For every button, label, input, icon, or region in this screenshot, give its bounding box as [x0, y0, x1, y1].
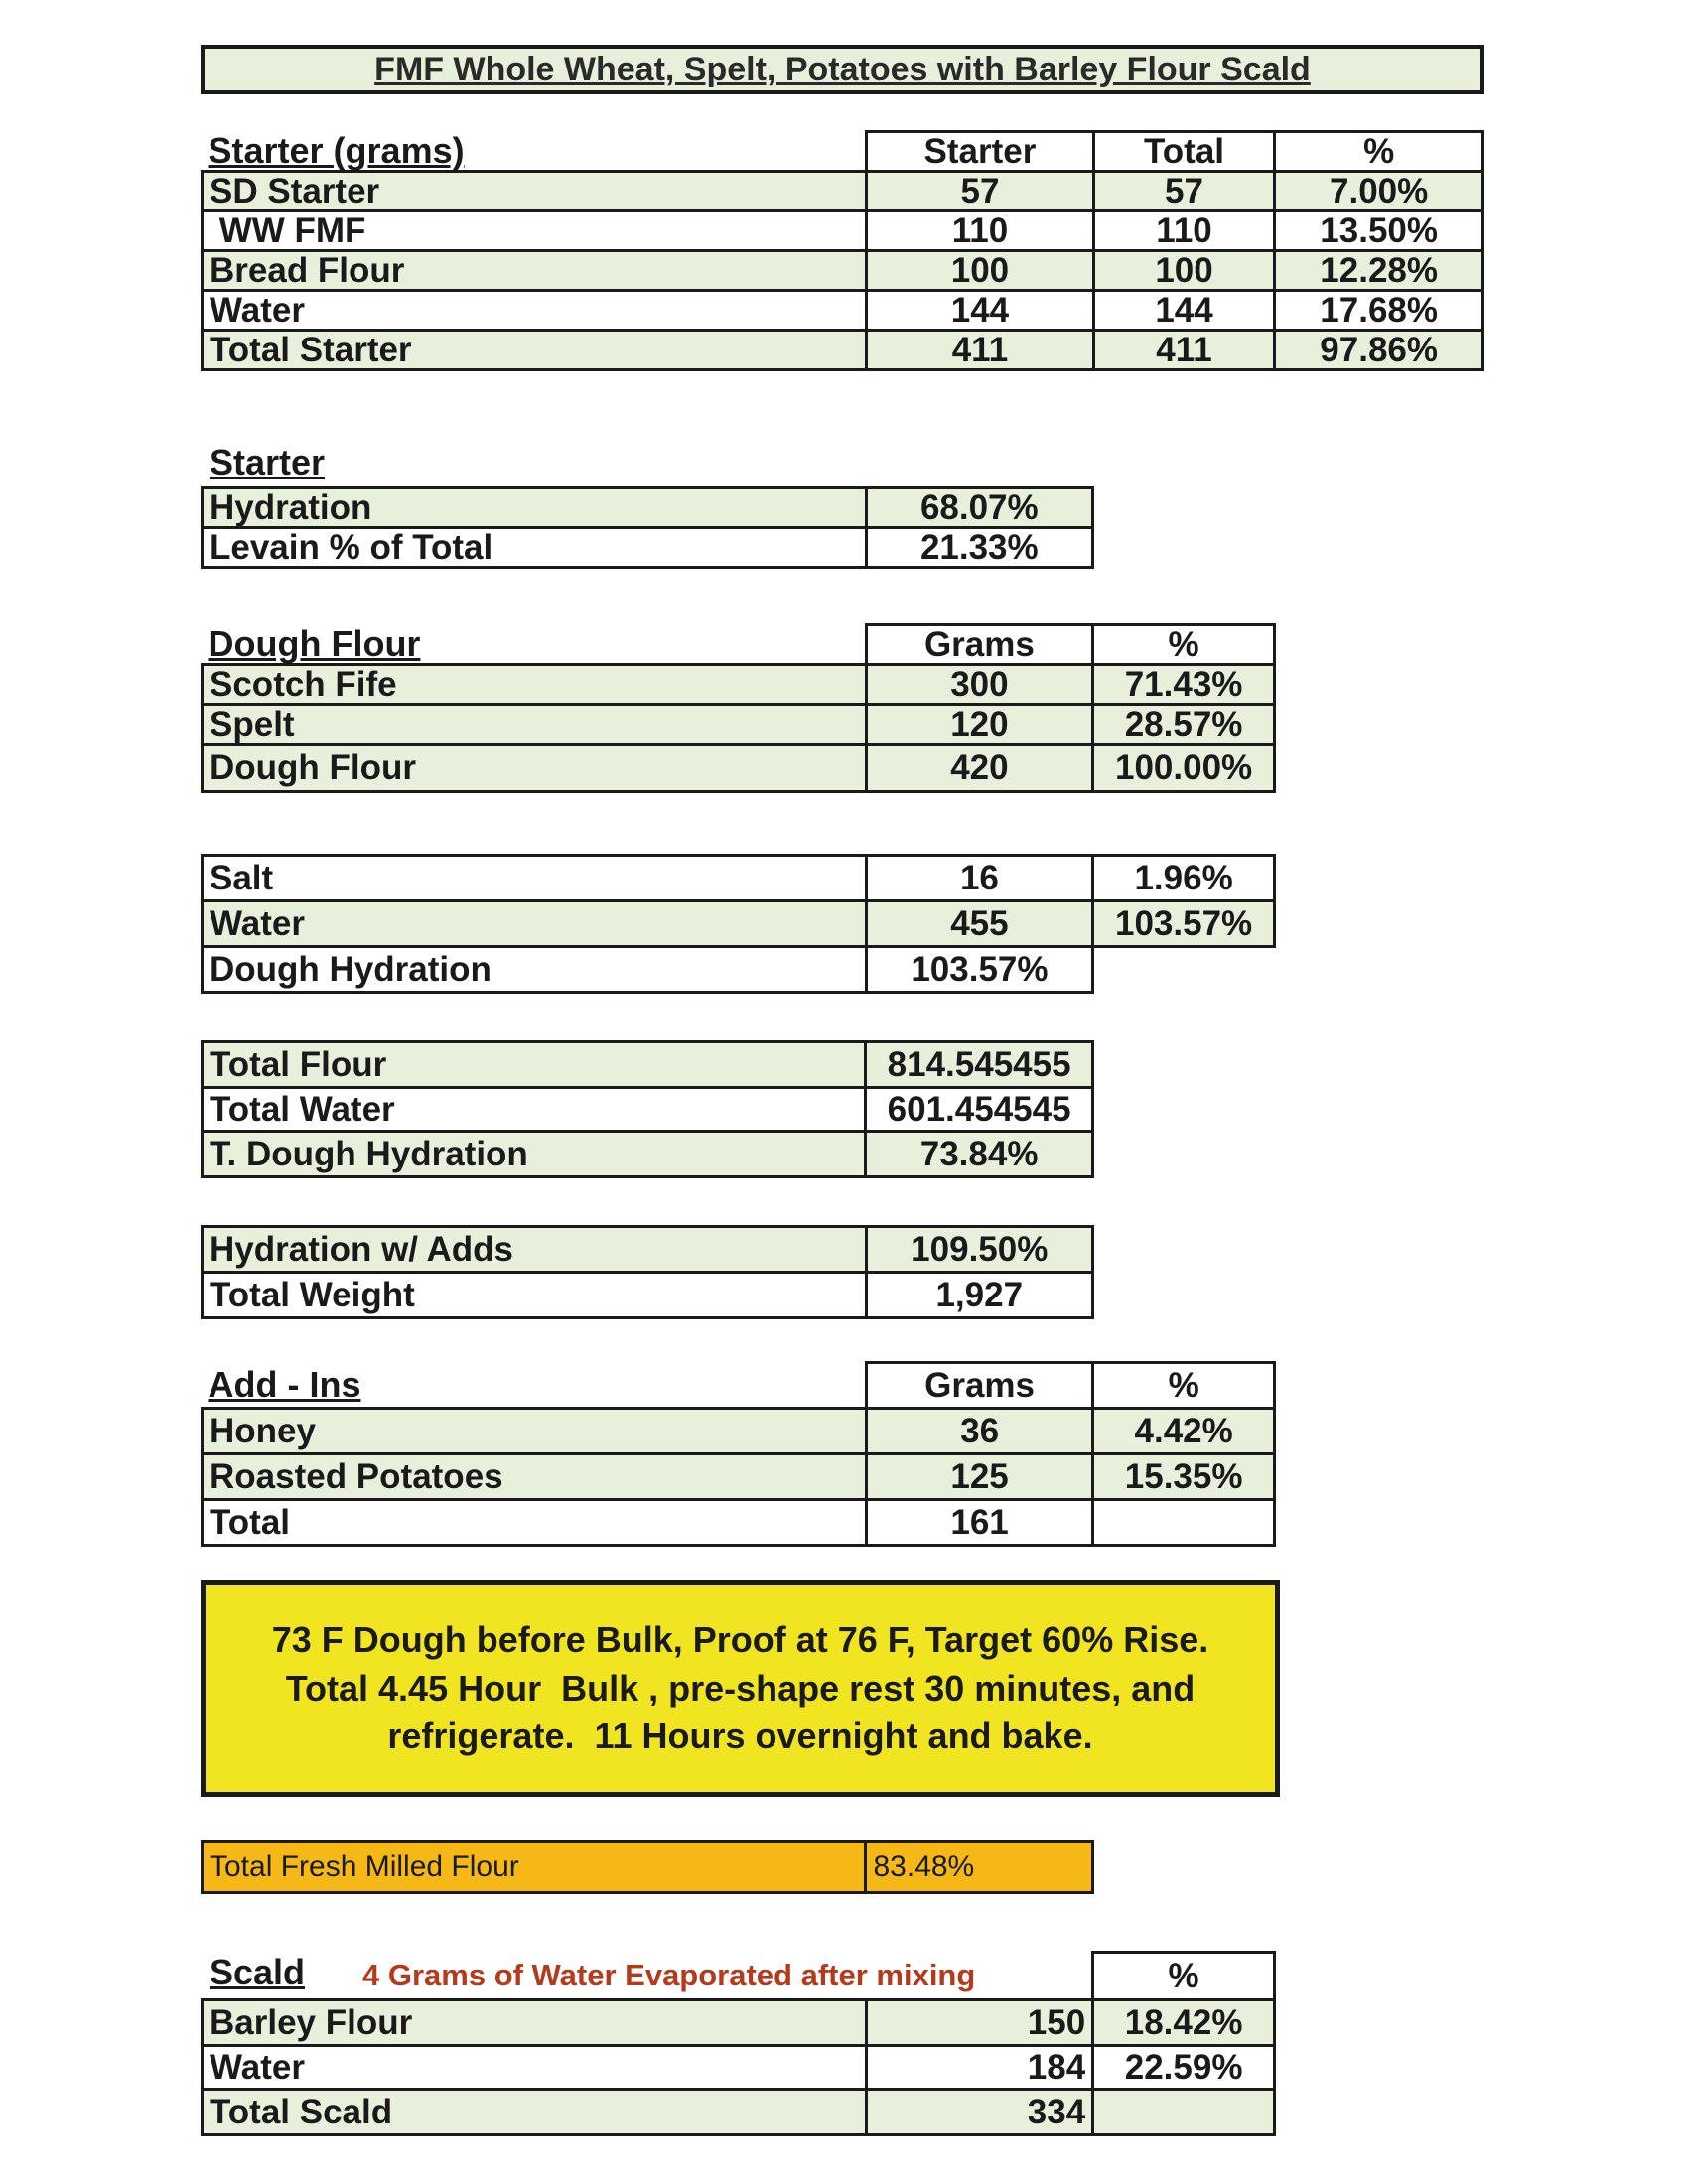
row-name: Water: [203, 2046, 867, 2090]
row-value: 601.454545: [866, 1088, 1093, 1132]
dough-hydration-name: Dough Hydration: [203, 947, 867, 993]
table-row: [203, 1273, 1093, 1318]
table-row: [203, 291, 1483, 331]
row-starter: 100: [867, 251, 1094, 291]
row-total: 100: [1093, 251, 1275, 291]
table-row: [203, 745, 1275, 792]
table-row: [203, 1500, 1275, 1546]
table-row: [203, 1227, 1093, 1273]
row-total: 144: [1093, 291, 1275, 331]
starter-summary-heading: Starter: [210, 442, 326, 482]
dough-flour-heading-cell: [203, 622, 867, 665]
table-row: [203, 2090, 1275, 2135]
row-name: Honey: [203, 1409, 867, 1454]
row-pct: 7.00%: [1275, 172, 1483, 211]
row-name: T. Dough Hydration: [203, 1132, 866, 1177]
row-value: 68.07%: [866, 488, 1092, 528]
row-value: 21.33%: [866, 528, 1092, 568]
row-name: Spelt: [203, 705, 867, 745]
starter-heading-cell: [203, 129, 867, 172]
instructions-line-1: 73 F Dough before Bulk, Proof at 76 F, Target 60% Rise.: [271, 1619, 1209, 1661]
row-name: Levain % of Total: [203, 528, 867, 568]
table-row: [203, 1042, 1093, 1088]
starter-heading: Starter (grams): [208, 129, 465, 171]
fresh-milled-value: 83.48%: [866, 1842, 1093, 1893]
row-value: 814.545455: [866, 1042, 1093, 1088]
row-pct: 97.86%: [1275, 331, 1483, 370]
starter-summary-table: [201, 486, 1094, 569]
row-pct: 15.35%: [1093, 1454, 1275, 1500]
row-total: 110: [1093, 211, 1275, 251]
row-name: Dough Flour: [203, 745, 867, 792]
add-ins-heading: Add - Ins: [208, 1363, 361, 1405]
table-row: [203, 2000, 1275, 2046]
row-pct: [1093, 2090, 1275, 2135]
row-name: Hydration: [203, 488, 867, 528]
col-total-header: Total: [1093, 132, 1275, 172]
col-grams-header: Grams: [866, 1363, 1092, 1409]
row-pct: 18.42%: [1093, 2000, 1275, 2046]
table-row: [203, 488, 1093, 528]
row-value: 73.84%: [866, 1132, 1093, 1177]
salt-water-table: [201, 854, 1276, 994]
table-row: [203, 856, 1275, 901]
weights-table: [201, 1225, 1094, 1319]
row-name: Barley Flour: [203, 2000, 867, 2046]
row-name: Total Water: [203, 1088, 866, 1132]
row-name: Total Flour: [203, 1042, 866, 1088]
row-name: Roasted Potatoes: [203, 1454, 867, 1500]
table-row: [203, 331, 1483, 370]
row-grams: 36: [866, 1409, 1092, 1454]
row-pct: 17.68%: [1275, 291, 1483, 331]
row-starter: 57: [867, 172, 1094, 211]
row-name: Total Weight: [203, 1273, 867, 1318]
row-total: 57: [1093, 172, 1275, 211]
table-row: [203, 705, 1275, 745]
row-total: 411: [1093, 331, 1275, 370]
row-grams: 184: [866, 2046, 1092, 2090]
empty-cell: [1093, 947, 1275, 993]
table-row: [203, 251, 1483, 291]
table-row: [203, 665, 1275, 705]
row-name: Total Starter: [203, 331, 867, 370]
fresh-milled-name: Total Fresh Milled Flour: [203, 1842, 866, 1893]
instructions-line-2: Total 4.45 Hour Bulk , pre-shape rest 30 minutes, and: [285, 1667, 1196, 1708]
row-pct: [1093, 1500, 1275, 1546]
empty-cell: [203, 1953, 867, 2000]
row-name: Total: [203, 1500, 867, 1546]
table-row: [203, 1132, 1093, 1177]
page-title-box: [201, 45, 1484, 94]
table-row: [203, 2046, 1275, 2090]
salt-grams: 16: [866, 856, 1093, 901]
row-grams: 161: [866, 1500, 1092, 1546]
table-row: [203, 211, 1483, 251]
col-grams-header: Grams: [866, 625, 1092, 665]
row-value: 109.50%: [866, 1227, 1092, 1273]
fresh-milled-table: [201, 1840, 1094, 1894]
row-pct: 28.57%: [1093, 705, 1275, 745]
row-pct: 13.50%: [1275, 211, 1483, 251]
scald-table: [201, 1951, 1276, 2136]
row-starter: 110: [867, 211, 1094, 251]
add-ins-table: [201, 1361, 1276, 1547]
dough-hydration-value: 103.57%: [866, 947, 1093, 993]
scald-heading: Scald: [210, 1952, 306, 1992]
table-row: [203, 901, 1275, 947]
row-grams: 420: [866, 745, 1092, 792]
table-row: [203, 1454, 1275, 1500]
salt-pct: 1.96%: [1093, 856, 1275, 901]
row-grams: 300: [866, 665, 1092, 705]
row-pct: 71.43%: [1093, 665, 1275, 705]
row-pct: 4.42%: [1093, 1409, 1275, 1454]
row-starter: 144: [867, 291, 1094, 331]
row-starter: 411: [867, 331, 1094, 370]
col-pct-header: %: [1093, 625, 1275, 665]
row-name: Scotch Fife: [203, 665, 867, 705]
row-name: Hydration w/ Adds: [203, 1227, 867, 1273]
row-pct: 12.28%: [1275, 251, 1483, 291]
add-ins-heading-cell: [203, 1363, 867, 1409]
col-pct-header: %: [1093, 1363, 1275, 1409]
totals-table: [201, 1040, 1094, 1178]
col-pct-header: %: [1275, 132, 1483, 172]
row-grams: 334: [866, 2090, 1092, 2135]
col-pct-header: %: [1093, 1953, 1275, 2000]
row-name: Total Scald: [203, 2090, 867, 2135]
row-grams: 150: [866, 2000, 1092, 2046]
dough-flour-heading: Dough Flour: [208, 622, 421, 664]
table-row: [203, 1842, 1093, 1893]
row-pct: 100.00%: [1093, 745, 1275, 792]
row-grams: 125: [866, 1454, 1092, 1500]
instructions-note: [201, 1580, 1280, 1797]
starter-table: [201, 130, 1484, 371]
empty-cell: [866, 1953, 1092, 2000]
row-name: Water: [203, 291, 867, 331]
table-row: [203, 1409, 1275, 1454]
water-name: Water: [203, 901, 867, 947]
table-row: [203, 528, 1093, 568]
water-pct: 103.57%: [1093, 901, 1275, 947]
table-row: [203, 1088, 1093, 1132]
col-starter-header: Starter: [867, 132, 1094, 172]
row-name: SD Starter: [203, 172, 867, 211]
page-title: FMF Whole Wheat, Spelt, Potatoes with Barley Flour Scald: [374, 50, 1311, 88]
row-name: Bread Flour: [203, 251, 867, 291]
salt-name: Salt: [203, 856, 867, 901]
table-row: [203, 172, 1483, 211]
water-grams: 455: [866, 901, 1093, 947]
row-name: WW FMF: [203, 211, 867, 251]
row-value: 1,927: [866, 1273, 1092, 1318]
instructions-line-3: refrigerate. 11 Hours overnight and bake.: [387, 1715, 1093, 1757]
dough-flour-table: [201, 623, 1276, 793]
row-pct: 22.59%: [1093, 2046, 1275, 2090]
row-grams: 120: [866, 705, 1092, 745]
table-row: [203, 947, 1275, 993]
scald-note: 4 Grams of Water Evaporated after mixing: [362, 1958, 976, 1992]
